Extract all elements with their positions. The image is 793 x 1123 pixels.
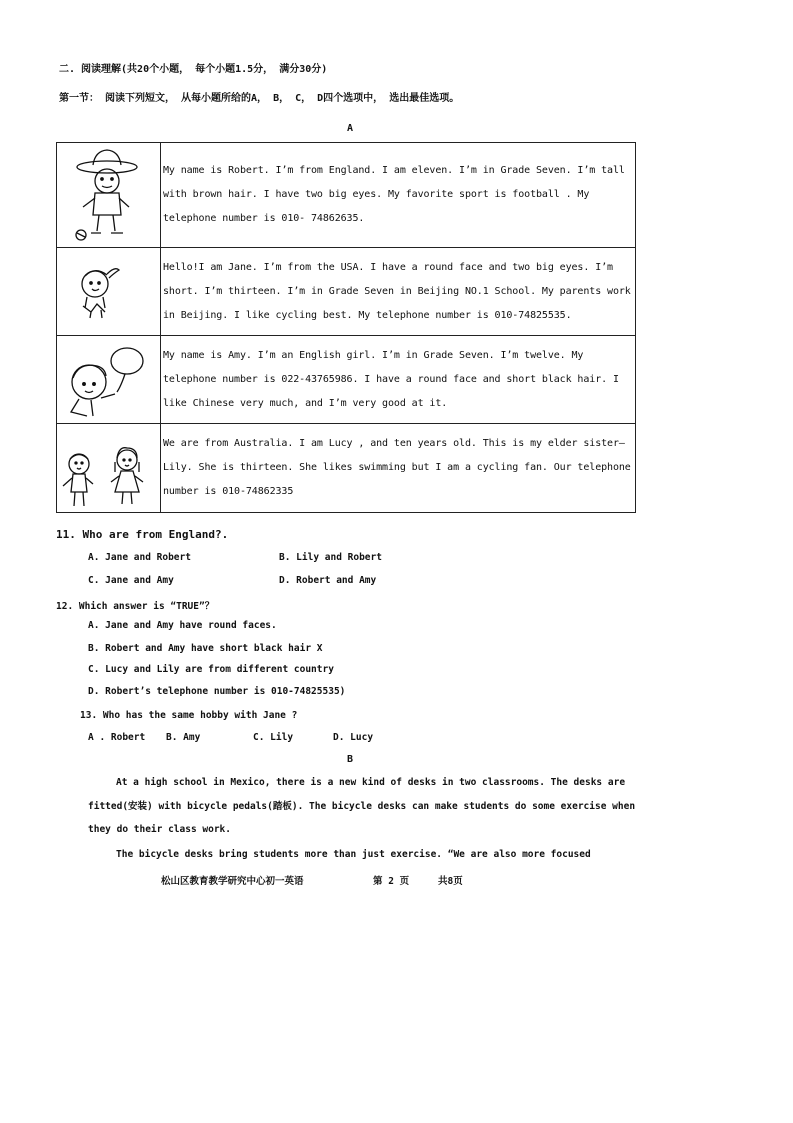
table-row — [57, 424, 636, 513]
footer-page-number: 第 2 页 — [373, 876, 410, 887]
question-12: 12. Which answer is “TRUE”？ — [56, 601, 215, 612]
footer-organization: 松山区教育教学研究中心初一英语 — [161, 876, 304, 887]
q13-option-a: A . Robert — [88, 732, 146, 743]
q12-option-a: A. Jane and Amy have round faces. — [88, 620, 277, 631]
passage-b-paragraph-1: At a high school in Mexico, there is a new kind of desks in two classrooms. The desks are fitted(安装) with bicycle pedals(踏板). The bicycle desks can make students do some exercise when they do their class work. — [88, 777, 636, 835]
q11-option-b: B. Lily and Robert — [279, 552, 382, 563]
footer-total-pages: 共8页 — [438, 876, 463, 887]
q12-option-b: B. Robert and Amy have short black hair X — [88, 643, 323, 654]
q13-option-c: C. Lily — [253, 732, 294, 743]
passage-b-label: B — [346, 754, 354, 765]
q13-option-d: D. Lucy — [333, 732, 374, 743]
girl-with-balloon-icon — [57, 336, 160, 423]
passage-a-label: A — [346, 123, 354, 134]
question-11: 11. Who are from England?. — [56, 528, 229, 541]
table-row — [57, 336, 636, 424]
passage-b-paragraph-2: The bicycle desks bring students more than just exercise. “We are also more focused — [116, 849, 591, 860]
girl-face-icon — [57, 248, 160, 335]
amy-passage: My name is Amy. I’m an English girl. I’m in Grade Seven. I’m twelve. My telephone number is 022-43765986. I have a round face and short black hair. I like Chinese very much, and I’m very good at it. — [161, 336, 636, 424]
passage-a-table — [56, 142, 636, 513]
q12-option-d: D. Robert’s telephone number is 010-74825535) — [88, 686, 346, 697]
q13-option-b: B. Amy — [166, 732, 201, 743]
q11-option-a: A. Jane and Robert — [88, 552, 191, 563]
q12-option-c: C. Lucy and Lily are from different country — [88, 664, 334, 675]
q11-option-d: D. Robert and Amy — [279, 575, 377, 586]
robert-passage: My name is Robert. I’m from England. I am eleven. I’m in Grade Seven. I’m tall with brown hair. I have two big eyes. My favorite sport is football . My telephone number is 010- 74862635. — [161, 143, 636, 248]
section-instruction: 第一节： 阅读下列短文， 从每小题所给的A， B， C， D四个选项中， 选出最佳选项。 — [59, 93, 460, 104]
boy-with-sombrero-and-ball-icon — [57, 143, 160, 247]
section-heading: 二. 阅读理解(共20个小题， 每个小题1.5分， 满分30分) — [59, 64, 328, 75]
lucy-passage: We are from Australia. I am Lucy , and ten years old. This is my elder sister—Lily. She is thirteen. She likes swimming but I am a cycling fan. Our telephone number is 010-74862335 — [161, 424, 636, 513]
q11-option-c: C. Jane and Amy — [88, 575, 174, 586]
jane-passage: Hello!I am Jane. I’m from the USA. I have a round face and two big eyes. I’m short. I’m thirteen. I’m in Grade Seven in Beijing NO.1 School. My parents work in Beijing. I like cycling best. My telephone number is 010-74825535. — [161, 248, 636, 336]
two-children-icon — [57, 424, 160, 512]
table-row — [57, 143, 636, 248]
question-13: 13. Who has the same hobby with Jane ? — [80, 710, 298, 721]
table-row — [57, 248, 636, 336]
